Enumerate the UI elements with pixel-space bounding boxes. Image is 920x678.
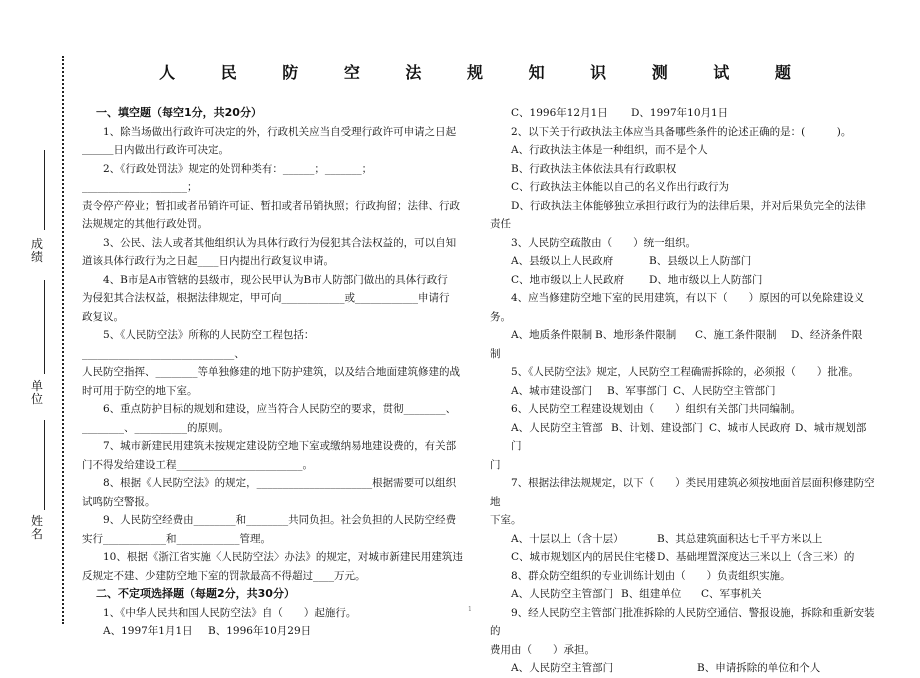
question-line: 4、B市是A市管辖的县级市，现公民甲认为B市人防部门做出的具体行政行 [103, 273, 448, 286]
option-row [490, 104, 880, 123]
question-line: 10、根据《浙江省实施〈人民防空法〉办法》的规定，对城市新建民用建筑违 [103, 551, 463, 563]
question-line: 制 [490, 347, 501, 360]
section-heading: 一、填空题（每空1分，共20分） [96, 106, 262, 119]
option-text: A、城市建设部门 [511, 384, 593, 397]
question-line: 6、人民防空工程建设规划由（ ）组织有关部门共同编制。 [511, 403, 802, 415]
question-line: 2、《行政处罚法》规定的处罚种类有：______；_______；____________________； [82, 162, 373, 193]
option-text: B、地形条件限制 [595, 329, 677, 341]
option-text: C、地市级以上人民政府 [511, 273, 625, 286]
name-blank-line [44, 420, 45, 510]
option-text: A、十层以上（含十层） [511, 532, 624, 545]
option-text: A、人民防空主管部门 [511, 662, 614, 674]
question-line: 试鸣防空警报。 [82, 495, 156, 508]
question-line: 道该具体行政行为之日起____日内提出行政复议申请。 [82, 255, 334, 267]
option-text: A、县级以上人民政府 [511, 255, 614, 267]
unit-blank-line [44, 280, 45, 374]
question-line: ________、__________的原则。 [82, 421, 229, 434]
option-text: A、人民防空主管部门 [511, 588, 614, 600]
question-line: B、行政执法主体依法具有行政职权 [511, 162, 677, 175]
option-text: B、组建单位 [621, 588, 682, 600]
question-line: 人民防空指挥、________等单独修建的地下防护建筑，以及结合地面建筑修建的战 [82, 366, 460, 378]
page-number: 1 [468, 606, 472, 613]
question-line: 9、经人民防空主管部门批准拆除的人民防空通信、警报设施，拆除和重新安装的 [490, 606, 875, 637]
option-row [82, 622, 468, 641]
question-line: 法规规定的其他行政处罚。 [82, 218, 208, 230]
option-row [490, 326, 880, 345]
question-line: 3、公民、法人或者其他组织认为具体行政行为侵犯其合法权益的，可以自知 [103, 236, 457, 249]
question-line: 政复议。 [82, 310, 124, 323]
option-text: C、城市人民政府 [709, 421, 791, 434]
question-line: 4、应当修建防空地下室的民用建筑，有以下（ ）原因的可以免除建设义 [511, 292, 865, 304]
option-row [490, 271, 880, 290]
question-line: 实行____________和____________管理。 [82, 532, 271, 545]
question-line: 责任 [490, 218, 511, 230]
option-text: A、1997年1月1日 [103, 625, 193, 637]
question-line: 6、重点防护目标的规划和建设，应当符合人民防空的要求，贯彻________、 [103, 403, 457, 415]
question-line: 责令停产停业；暂扣或者吊销许可证、暂扣或者吊销执照；行政拘留；法律、行政 [82, 199, 460, 212]
name-label: 姓名 [30, 514, 43, 541]
question-line: 1、除当场做出行政许可决定的外，行政机关应当自受理行政许可申请之日起 [103, 125, 457, 138]
option-text: B、1996年10月29日 [208, 625, 312, 637]
question-line: 反规定不建、少建防空地下室的罚款最高不得超过____万元。 [82, 569, 366, 582]
option-text: C、人民防空主管部门 [673, 384, 776, 397]
option-text: B、其总建筑面积达七千平方米以上 [657, 532, 823, 545]
right-column [490, 104, 880, 678]
option-text: B、申请拆除的单位和个人 [697, 662, 821, 674]
question-line: 8、根据《人民防空法》的规定，______________________根据需要可以组织 [103, 477, 457, 489]
left-column [82, 104, 468, 641]
unit-label: 单位 [30, 379, 43, 406]
option-text: B、县级以上人防部门 [649, 255, 752, 267]
option-text: D、1997年10月1日 [631, 107, 729, 119]
section-heading: 二、不定项选择题（每题2分，共30分） [96, 587, 295, 600]
question-line: 3、人民防空疏散由（ ）统一组织。 [511, 236, 697, 249]
question-line: 门不得发给建设工程________________________。 [82, 458, 313, 471]
question-line: 5、《人民防空法》规定，人民防空工程确需拆除的，必须报（ ）批准。 [511, 366, 859, 378]
option-text: D、经济条件限 [791, 329, 863, 341]
option-text: C、施工条件限制 [695, 329, 777, 341]
question-line: 7、城市新建民用建筑未按规定建设防空地下室或缴纳易地建设费的，有关部 [103, 440, 457, 452]
question-line: 2、以下关于行政执法主体应当具备哪些条件的论述正确的是：( )。 [511, 125, 852, 138]
option-text: C、城市规划区内的居民住宅楼 [511, 551, 656, 563]
option-row [490, 548, 880, 567]
option-text: D、城市规划部 [795, 421, 867, 434]
score-label: 成绩 [30, 237, 43, 264]
option-row [490, 252, 880, 271]
binding-dotted-line [62, 56, 64, 624]
option-row [490, 419, 880, 456]
option-text: B、军事部门 [607, 384, 668, 397]
option-text: A、地质条件限制 [511, 329, 593, 341]
option-row [490, 659, 880, 678]
question-line: 务。 [490, 310, 511, 323]
question-line: C、行政执法主体能以自己的名义作出行政行为 [511, 181, 730, 193]
question-line: 7、根据法律法规规定，以下（ ）类民用建筑必须按地面首层面积修建防空地 [490, 477, 875, 508]
question-line: A、行政执法主体是一种组织，而不是个人 [511, 144, 708, 156]
question-line: 为侵犯其合法权益，根据法律规定，甲可向____________或____________申请行 [82, 292, 450, 304]
option-text: C、1996年12月1日 [511, 107, 608, 119]
question-line: 下室。 [490, 514, 522, 526]
question-line: ＿＿＿日内做出行政许可决定。 [82, 144, 229, 156]
question-line: 9、人民防空经费由________和________共同负担。社会负担的人民防空经费 [103, 514, 457, 526]
page-title: 人 民 防 空 法 规 知 识 测 试 题 [159, 63, 811, 82]
question-line: D、行政执法主体能够独立承担行政行为的法律后果，并对后果负完全的法律 [511, 199, 866, 212]
option-row [490, 382, 880, 401]
score-blank-line [44, 150, 45, 230]
question-line: 门 [490, 458, 501, 471]
question-line: 8、群众防空组织的专业训练计划由（ ）负责组织实施。 [511, 569, 791, 582]
option-text: C、军事机关 [701, 588, 762, 600]
option-text: B、计划、建设部门 [611, 421, 703, 434]
option-text: D、地市级以上人防部门 [649, 273, 763, 286]
question-line: 5、《人民防空法》所称的人民防空工程包括：_____________________________、 [82, 329, 315, 360]
option-row [490, 530, 880, 549]
option-row [490, 585, 880, 604]
question-line: 费用由（ ）承担。 [490, 643, 595, 656]
option-text: A、人民防空主管部门 [511, 421, 603, 452]
question-line: 时可用于防空的地下室。 [82, 384, 198, 397]
question-line: 1、《中华人民共和国人民防空法》自（ ）起施行。 [103, 606, 357, 619]
option-text: D、基础埋置深度达三米以上（含三米）的 [657, 551, 855, 563]
